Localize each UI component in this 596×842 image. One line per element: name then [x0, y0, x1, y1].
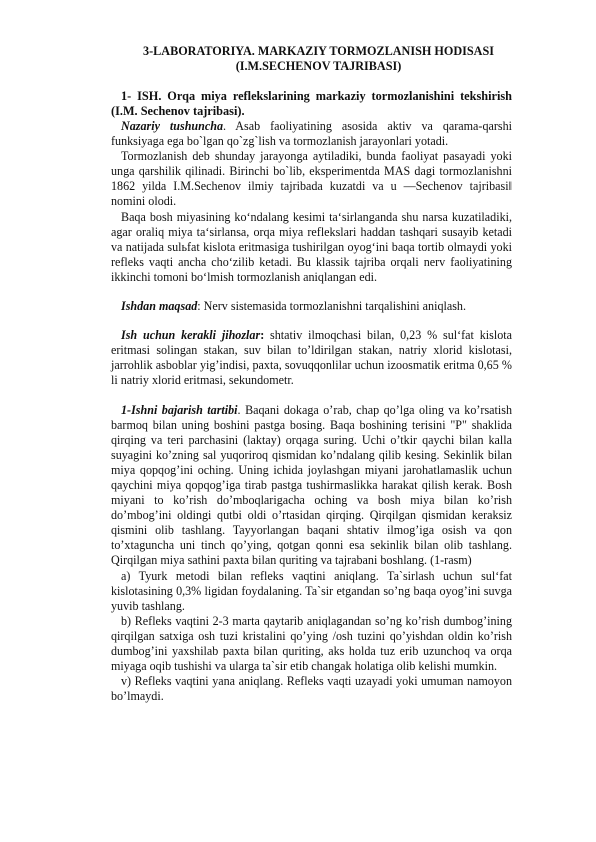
- title-line-1: 3-LABORATORIYA. MARKAZIY TORMOZLANISH HODISASI: [142, 44, 495, 58]
- title-line-2: (I.M.SECHENOV TAJRIBASI): [235, 59, 402, 73]
- theory-text: . Asab faoliyatining asosida aktiv va qarama-qarshi funksiyaga ega bo`lgan qo`zg`lish va tormozlanish jarayonlari yotadi.: [111, 119, 512, 149]
- procedure-paragraph: [111, 403, 512, 569]
- tools-label: Ish uchun kerakli jihozlar: [121, 328, 261, 343]
- inhibition-paragraph: Tormozlanish deb shunday jarayonga aytiladiki, bunda faoliyat pasayadi yoki unga qarshilik qilinadi. Birinchi bo`lib, eksperimentda MAS dagi tormozlanishni 1862 yilda I.M.Sechenov ilmiy tajribada kuzatdi va u ―Sechenov tajribasi‖ nomini olodi.: [111, 149, 512, 209]
- goal-text: : Nerv sistemasida tormozlanishni tarqalishini aniqlash.: [197, 299, 466, 314]
- document-title: [111, 44, 512, 74]
- tools-text: shtativ ilmoqchasi bilan, 0,23 % sul‘fat kislota eritmasi solingan stakan, suv bilan to’ldirilgan stakan, natriy xlorid kislotasi, jarrohlik asboblar yig’indisi, paxta, sovuqqonlilar uchun izoosmatik eritma 0,65 % li natriy xlorid eritmasi, sekundometr.: [111, 328, 512, 388]
- theory-paragraph: [111, 119, 512, 149]
- procedure-label: 1-Ishni bajarish tartibi: [121, 402, 238, 417]
- step-a: a) Tyurk metodi bilan refleks vaqtini aniqlang. Ta`sirlash uchun sul‘fat kislotasining 0,3% ligidan foydalaning. Ta`sir etgandan so’ng baqa oyog’ini suvga yuvib tashlang.: [111, 568, 512, 613]
- section-heading: 1- ISH. Orqa miya reflekslarining markaziy tormozlanishini tekshirish (I.M. Sechenov tajribasi).: [111, 89, 512, 118]
- tools-colon: :: [260, 328, 265, 343]
- goal-paragraph: [111, 299, 512, 314]
- procedure-text: . Baqani dokaga o’rab, chap qo’lga oling va ko’rsatish barmoq bilan uning boshini pastga bosing. Baqa boshining terisini "P" shaklida qirqing va teri parchasini (laktay) orqaga suring. Uchi o’tkir qaychi bilan kalla suyagini ko’zning sal yuqoriroq qismidan ko’ndalang qilib kesing. Sekinlik bilan miya qopqog’ini oching. Uning ichida joylashgan miyani jarohatlamaslik uchun qaychini miya qopqog’iga tirab pastga tushirmaslikka harakat qilish kerak. Bosh miyani to ko’rish do’mboqlarigacha oching va bosh miya bilan ko’rish do’mbog’ini oldingi qutbi oldi o’rtasidan qirqing. Qirqilgan qismidan keraksiz qismini olib tashlang. Tayyorlangan baqani shtativ ilmog’iga osish va qon to’xtaguncha uni tinch qo’ying, qotgan qonni esa sekinlik bilan olib tashlang. Qirqilgan miya sathini paxta bilan quriting va tajrabani boshlang. (1-rasm): [111, 402, 512, 568]
- tools-paragraph: [111, 328, 512, 388]
- step-v: v) Refleks vaqtini yana aniqlang. Refleks vaqti uzayadi yoki umuman namoyon bo’lmaydi.: [111, 674, 512, 704]
- frog-paragraph: Baqa bosh miyasining ko‘ndalang kesimi ta‘sirlanganda shu narsa kuzatiladiki, agar oraliq miya ta‘sirlansa, orqa miya reflekslari haddan tashqari susayib ketadi va natijada sulьfat kislota eritmasiga tushirilgan oyog‘ini baqa tortib olmaydi yoki refleks vaqti ancha cho‘zilib ketadi. Bu klassik tajriba orqali nerv faoliyatining ikkinchi tomoni bo‘lmish tormozlanish aniqlangan edi.: [111, 209, 512, 284]
- theory-label: Nazariy tushuncha: [121, 119, 224, 133]
- step-b: b) Refleks vaqtini 2-3 marta qaytarib aniqlagandan so’ng ko’rish dumbog’ining qirqilgan satxiga osh tuzi kristalini qo’ying /osh tuzini qo’yishdan oldin ko’rish dumbog’ini yaxshilab paxta bilan quriting, aks holda tuz erib uzunchoq va orqa miyaga oqib tushishi va ularga ta`sir etib changak holatiga olib kelishi mumkin.: [111, 613, 512, 674]
- goal-label: Ishdan maqsad: [121, 299, 198, 314]
